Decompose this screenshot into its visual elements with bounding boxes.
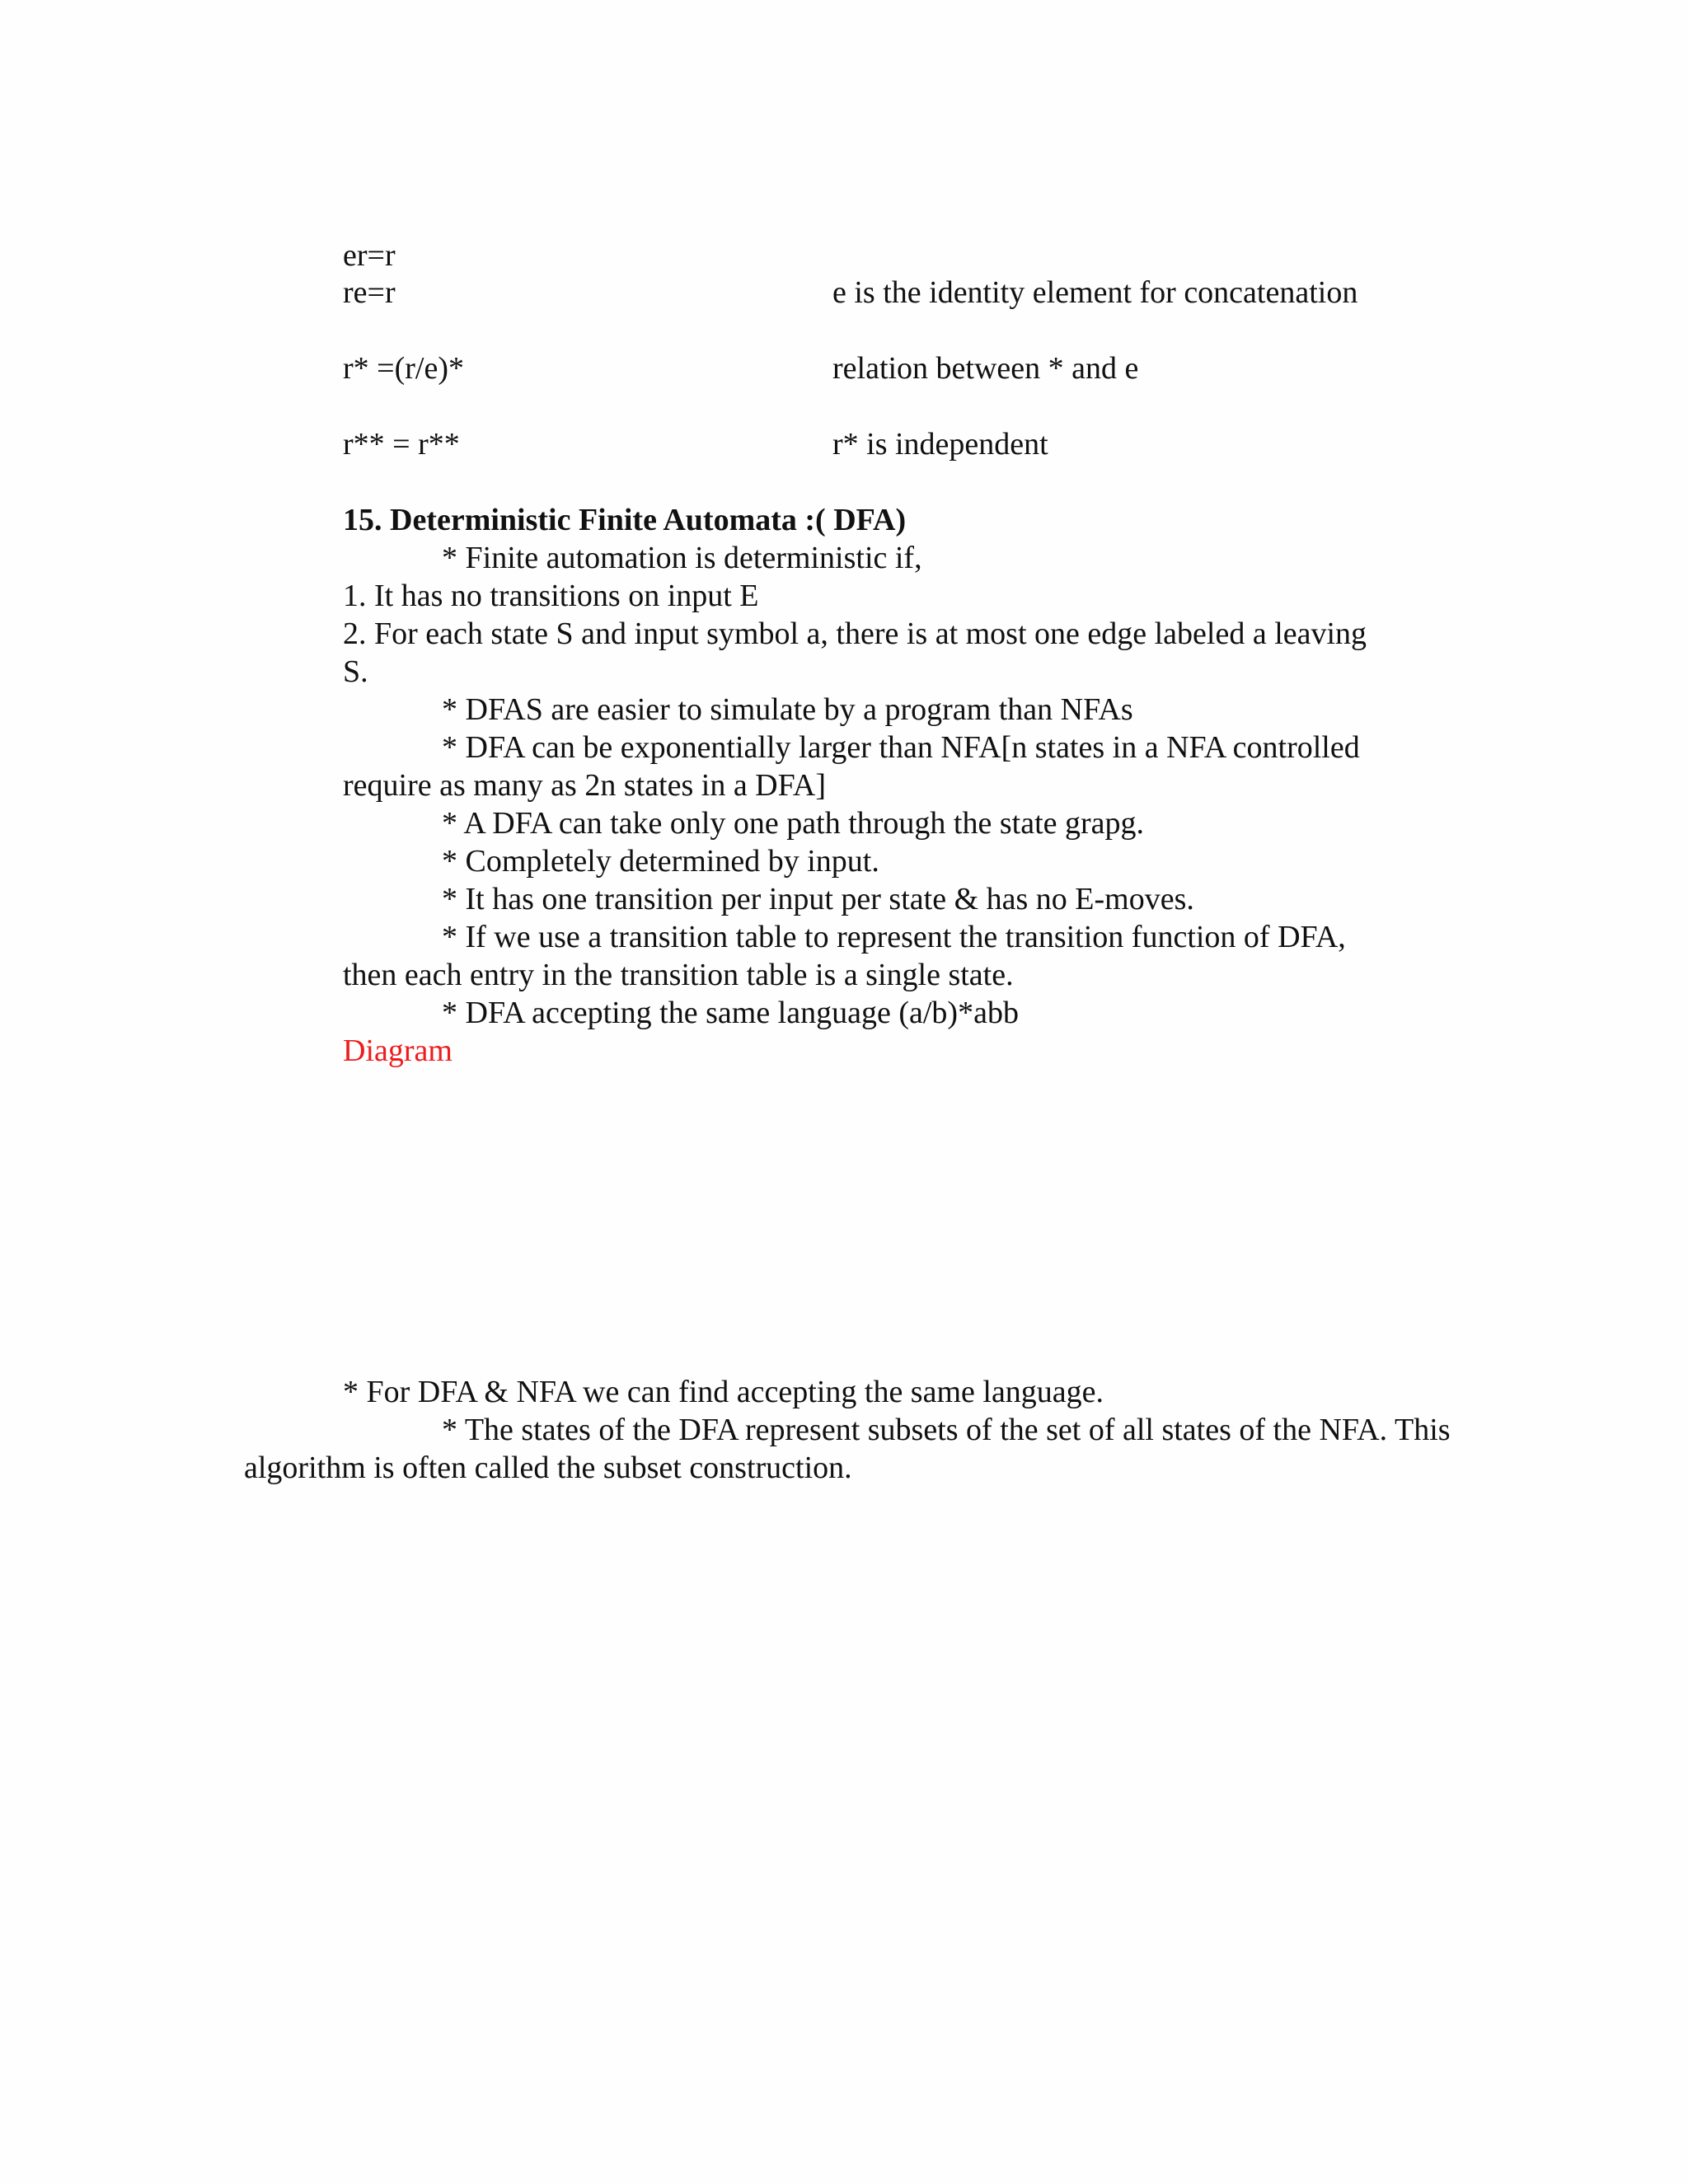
section-line: 1. It has no transitions on input E <box>343 579 759 613</box>
section-line: * DFA accepting the same language (a/b)*abb <box>442 996 1019 1030</box>
section-line: 2. For each state S and input symbol a, there is at most one edge labeled a leaving <box>343 616 1367 651</box>
identity-expr-1: er=r <box>343 238 396 273</box>
section-line: * It has one transition per input per state & has no E-moves. <box>442 882 1194 916</box>
closing-line: * The states of the DFA represent subsets of the set of all states of the NFA. This <box>442 1413 1451 1447</box>
identity-desc-2: e is the identity element for concatenation <box>832 275 1358 310</box>
section-line: * DFA can be exponentially larger than NFA[n states in a NFA controlled <box>442 730 1360 765</box>
closing-line: algorithm is often called the subset construction. <box>244 1451 852 1485</box>
section-line: then each entry in the transition table is a single state. <box>343 958 1014 992</box>
section-line: * Completely determined by input. <box>442 844 879 879</box>
section-line: require as many as 2n states in a DFA] <box>343 768 827 803</box>
identity-desc-3: relation between * and e <box>832 351 1139 386</box>
section-line: S. <box>343 654 368 689</box>
section-line: * If we use a transition table to represent the transition function of DFA, <box>442 920 1346 954</box>
closing-line: * For DFA & NFA we can find accepting the same language. <box>343 1375 1104 1409</box>
diagram-label: Diagram <box>343 1033 452 1068</box>
identity-desc-4: r* is independent <box>832 427 1048 462</box>
identity-expr-3: r* =(r/e)* <box>343 351 464 386</box>
section-heading: 15. Deterministic Finite Automata :( DFA) <box>343 503 907 537</box>
section-line: * A DFA can take only one path through the state grapg. <box>442 806 1145 841</box>
section-line: * Finite automation is deterministic if, <box>442 541 922 575</box>
section-line: * DFAS are easier to simulate by a program than NFAs <box>442 692 1133 727</box>
identity-expr-2: re=r <box>343 275 396 310</box>
identity-expr-4: r** = r** <box>343 427 460 462</box>
